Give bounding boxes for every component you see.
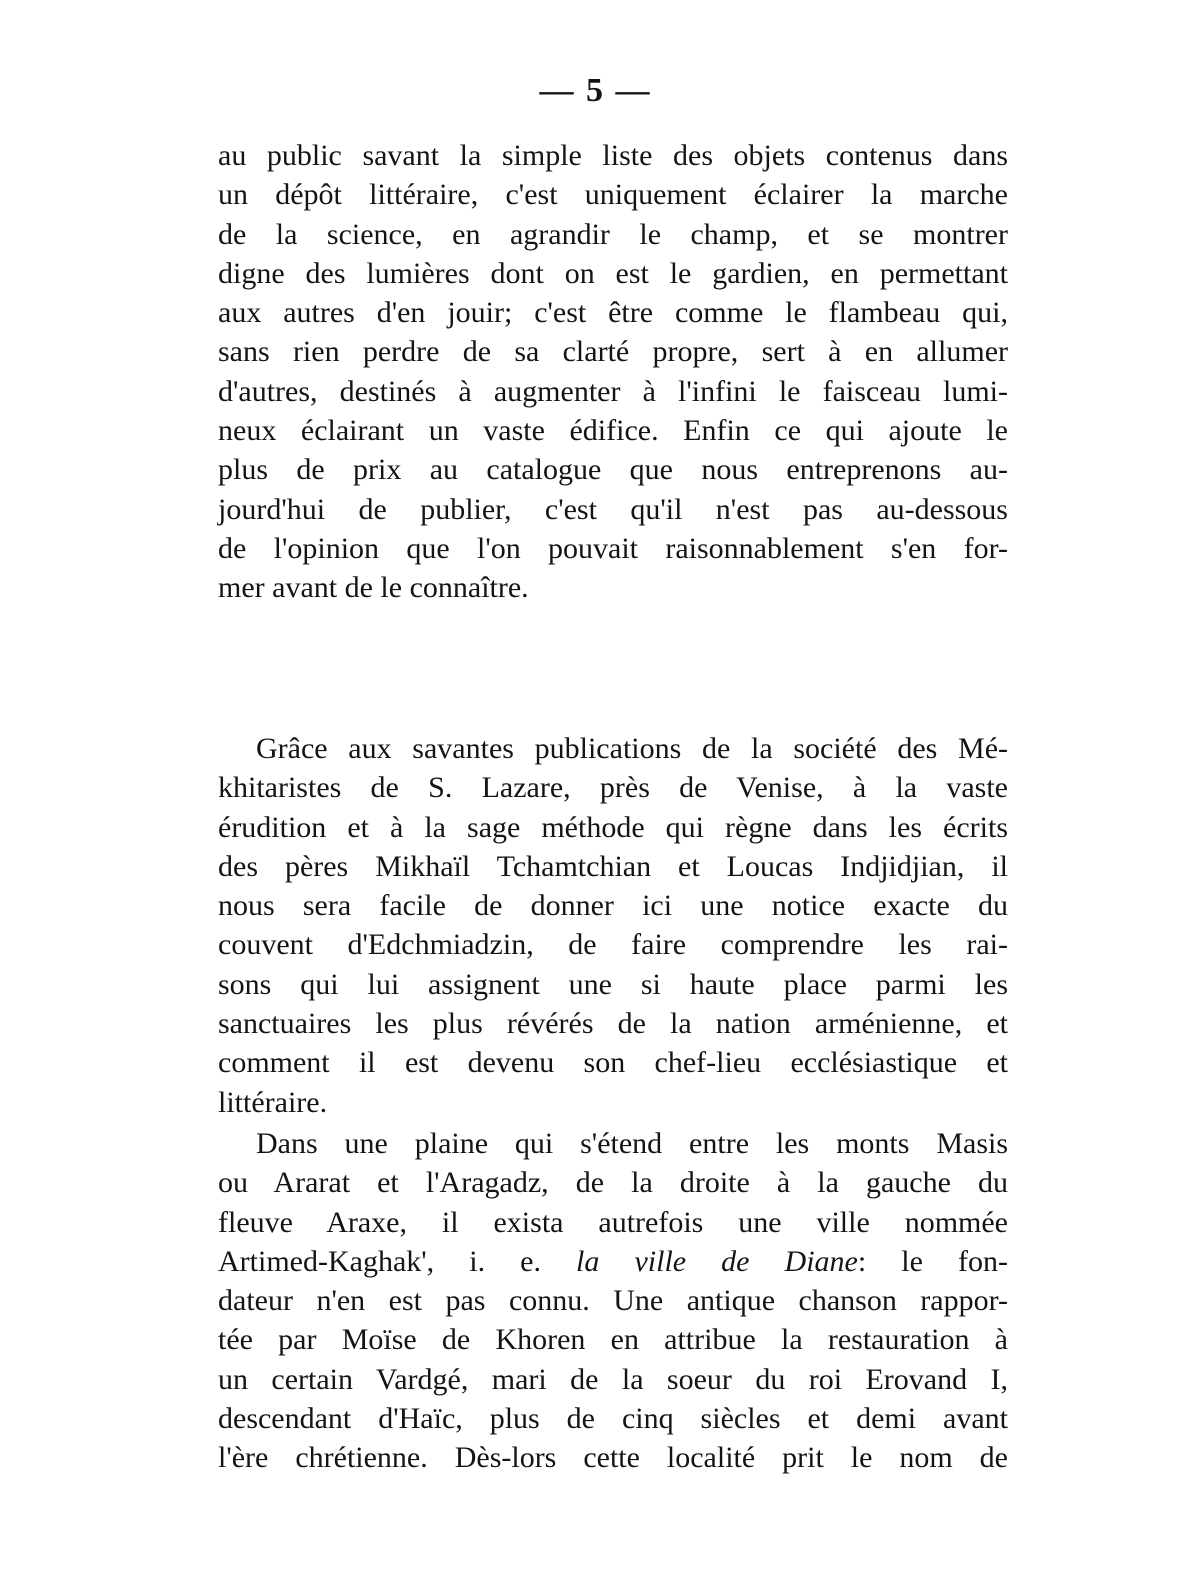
text-line: des pères Mikhaïl Tchamtchian et Loucas Indjidjian, il — [218, 849, 1008, 883]
text-line: mer avant de le connaître. — [218, 571, 529, 605]
text-line: descendant d'Haïc, plus de cinq siècles et demi avant — [218, 1402, 1008, 1436]
italic-phrase: la ville de Diane — [576, 1244, 858, 1278]
text-line: digne des lumières dont on est le gardien, en permettant — [218, 256, 1008, 290]
text-line: fleuve Araxe, il exista autrefois une ville nommée — [218, 1205, 1008, 1239]
text-line: sons qui lui assignent une si haute place parmi les — [218, 967, 1008, 1001]
text-line: plus de prix au catalogue que nous entreprenons au- — [218, 453, 1008, 487]
text-line: au public savant la simple liste des objets contenus dans — [218, 139, 1008, 172]
text-line: un certain Vardgé, mari de la soeur du roi Erovand I, — [218, 1362, 1008, 1396]
text-line: érudition et à la sage méthode qui règne dans les écrits — [218, 810, 1008, 844]
text-line: neux éclairant un vaste édifice. Enfin ce qui ajoute le — [218, 414, 1008, 448]
paragraph-1 — [218, 136, 1008, 608]
text-line: littéraire. — [218, 1085, 328, 1119]
text-line: Dans une plaine qui s'étend entre les monts Masis — [256, 1127, 1008, 1160]
text-line: couvent d'Edchmiadzin, de faire comprendre les rai- — [218, 928, 1008, 962]
text-line: de la science, en agrandir le champ, et se montrer — [218, 217, 1008, 251]
text-line: nous sera facile de donner ici une notice exacte du — [218, 889, 1008, 923]
text-line: khitaristes de S. Lazare, près de Venise, à la vaste — [218, 771, 1008, 805]
text-span: Artimed-Kaghak', i. e. — [218, 1244, 541, 1278]
text-line: jourd'hui de publier, c'est qu'il n'est pas au-dessous — [218, 492, 1008, 526]
text-line-with-italic — [218, 1242, 1008, 1281]
text-line: l'ère chrétienne. Dès-lors cette localité prit le nom de — [218, 1441, 1008, 1475]
text-line: de l'opinion que l'on pouvait raisonnablement s'en for- — [218, 531, 1008, 565]
text-line: sanctuaires les plus révérés de la nation arménienne, et — [218, 1007, 1008, 1041]
text-line: ou Ararat et l'Aragadz, de la droite à la gauche du — [218, 1166, 1008, 1200]
paragraph-2 — [218, 729, 1008, 1122]
text-line: d'autres, destinés à augmenter à l'infini le faisceau lumi- — [218, 374, 1008, 408]
text-line: tée par Moïse de Khoren en attribue la restauration à — [218, 1323, 1008, 1357]
paragraph-3 — [218, 1124, 1008, 1478]
page-number: — 5 — — [539, 72, 652, 109]
text-line: comment il est devenu son chef-lieu ecclésiastique et — [218, 1046, 1008, 1080]
text-span: : le fon- — [857, 1244, 1008, 1278]
text-line: aux autres d'en jouir; c'est être comme le flambeau qui, — [218, 296, 1008, 330]
text-line: un dépôt littéraire, c'est uniquement éclairer la marche — [218, 178, 1008, 212]
text-line: sans rien perdre de sa clarté propre, sert à en allumer — [218, 335, 1008, 369]
text-line: dateur n'en est pas connu. Une antique chanson rappor- — [218, 1284, 1008, 1318]
text-line: Grâce aux savantes publications de la société des Mé- — [256, 732, 1008, 765]
